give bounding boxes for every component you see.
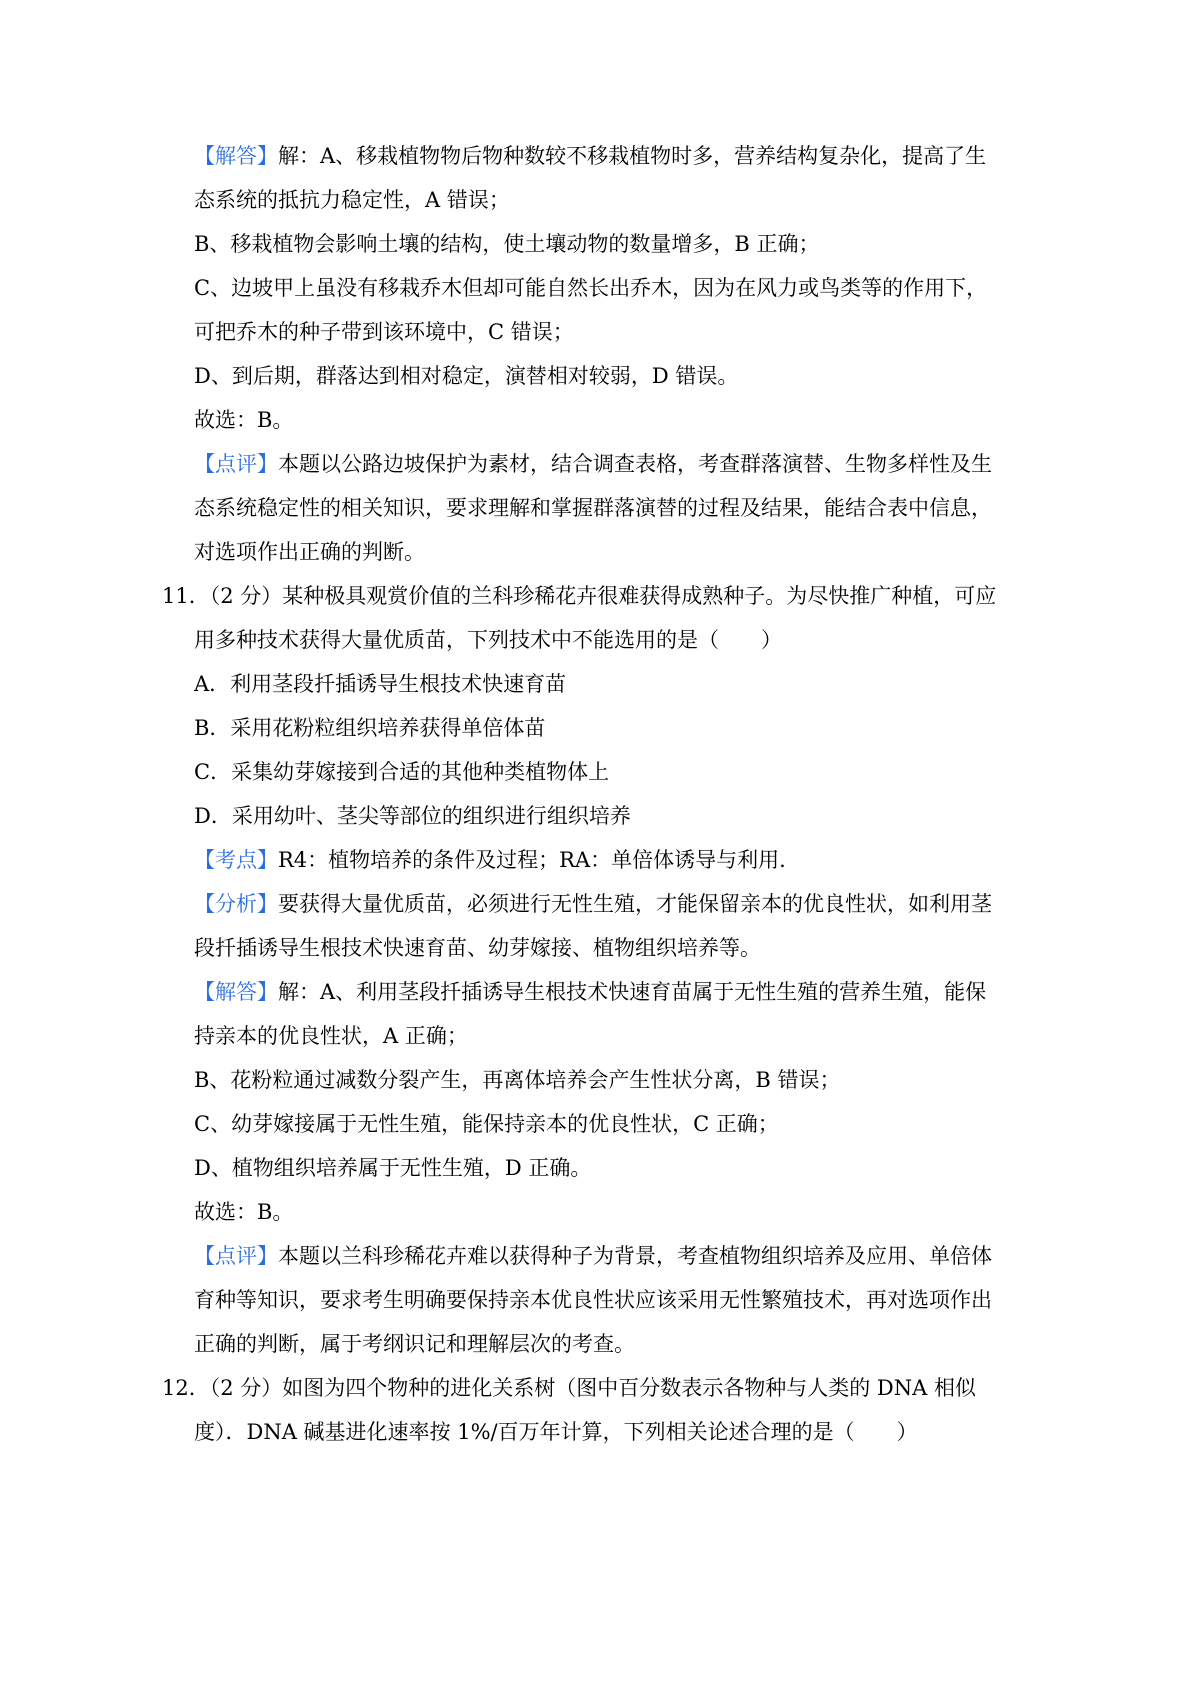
q11-analysis-line-2: 段扦插诱导生根技术快速育苗、幼芽嫁接、植物组织培养等。 [194,936,761,960]
q12-stem-line-2: 度）．DNA 碱基进化速率按 1%/百万年计算，下列相关论述合理的是（ ） [194,1420,918,1444]
q10-answer-choice: 故选：B。 [194,408,294,432]
q10-answer-line-1: 【解答】解：A、移栽植物物后物种数较不移栽植物时多，营养结构复杂化，提高了生 [194,144,987,168]
q10-comment-line-3: 对选项作出正确的判断。 [194,540,425,564]
q10-answer-option-c-line-2: 可把乔木的种子带到该环境中，C 错误； [194,320,574,344]
answer-tag: 【解答】 [194,980,278,1004]
q11-answer-option-c: C、幼芽嫁接属于无性生殖，能保持亲本的优良性状，C 正确； [194,1112,779,1136]
q11-answer-line-2: 持亲本的优良性状，A 正确； [194,1024,468,1048]
q11-analysis-line-1: 【分析】要获得大量优质苗，必须进行无性生殖，才能保留亲本的优良性状，如利用茎 [194,892,992,916]
comment-tag: 【点评】 [194,452,278,476]
q11-answer-option-b: B、花粉粒通过减数分裂产生，再离体培养会产生性状分离，B 错误； [194,1068,841,1092]
q10-answer-line-2: 态系统的抵抗力稳定性，A 错误； [194,188,510,212]
q10-comment-line-1: 【点评】本题以公路边坡保护为素材，结合调查表格，考查群落演替、生物多样性及生 [194,452,992,476]
answer-tag: 【解答】 [194,144,278,168]
q11-comment-line-1: 【点评】本题以兰科珍稀花卉难以获得种子为背景，考查植物组织培养及应用、单倍体 [194,1244,992,1268]
q11-option-d: D．采用幼叶、茎尖等部位的组织进行组织培养 [194,804,631,828]
q11-comment-line-2: 育种等知识，要求考生明确要保持亲本优良性状应该采用无性繁殖技术，再对选项作出 [194,1288,992,1312]
q11-answer-line-1: 【解答】解：A、利用茎段扦插诱导生根技术快速育苗属于无性生殖的营养生殖，能保 [194,980,987,1004]
kaodian-tag: 【考点】 [194,848,278,872]
q11-option-a: A．利用茎段扦插诱导生根技术快速育苗 [194,672,567,696]
analysis-tag: 【分析】 [194,892,278,916]
q11-answer-option-d: D、植物组织培养属于无性生殖，D 正确。 [194,1156,592,1180]
q11-stem-line-2: 用多种技术获得大量优质苗，下列技术中不能选用的是（ ） [194,628,782,652]
q10-answer-option-b: B、移栽植物会影响土壤的结构，使土壤动物的数量增多，B 正确； [194,232,820,256]
q11-option-c: C．采集幼芽嫁接到合适的其他种类植物体上 [194,760,610,784]
q11-answer-choice: 故选：B。 [194,1200,294,1224]
comment-tag: 【点评】 [194,1244,278,1268]
q11-kaodian: 【考点】R4：植物培养的条件及过程；RA：单倍体诱导与利用. [194,848,786,872]
q11-option-b: B．采用花粉粒组织培养获得单倍体苗 [194,716,546,740]
q10-comment-line-2: 态系统稳定性的相关知识，要求理解和掌握群落演替的过程及结果，能结合表中信息， [194,496,992,520]
q10-answer-option-d: D、到后期，群落达到相对稳定，演替相对较弱，D 错误。 [194,364,739,388]
q11-comment-line-3: 正确的判断，属于考纲识记和理解层次的考查。 [194,1332,635,1356]
q11-stem-line-1: 11．（2 分）某种极具观赏价值的兰科珍稀花卉很难获得成熟种子。为尽快推广种植，可应 [162,584,997,608]
q10-answer-option-c-line-1: C、边坡甲上虽没有移栽乔木但却可能自然长出乔木，因为在风力或鸟类等的作用下， [194,276,988,300]
q12-stem-line-1: 12．（2 分）如图为四个物种的进化关系树（图中百分数表示各物种与人类的 DNA 相似 [162,1376,976,1400]
